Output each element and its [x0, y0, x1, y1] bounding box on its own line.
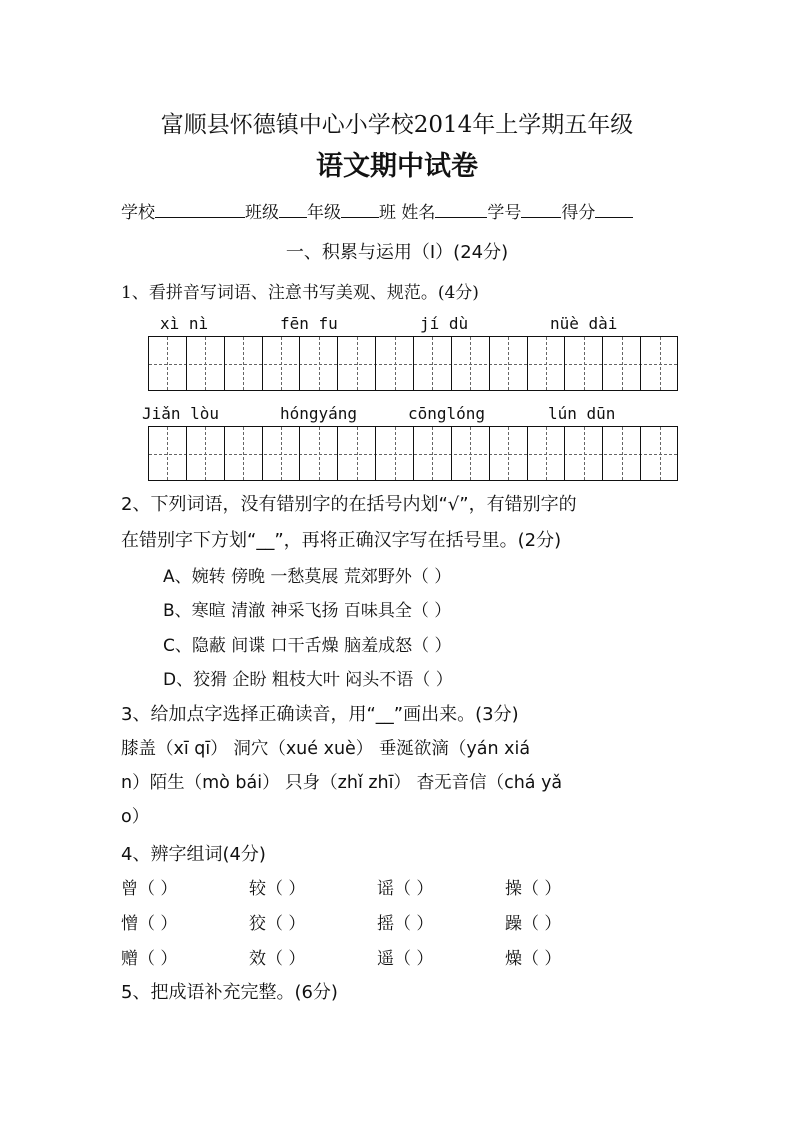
grid-cell[interactable]	[452, 427, 490, 480]
exam-title-line1: 富顺县怀德镇中心小学校2014年上学期五年级	[160, 112, 634, 138]
grid-cell[interactable]	[414, 337, 452, 390]
question-3-prompt: 3、给加点字选择正确读音，用“__”画出来。(3分)	[121, 704, 519, 725]
cell-midline	[432, 337, 433, 390]
grid-cell[interactable]	[187, 427, 225, 480]
pinyin-label: nüè dài	[550, 314, 618, 333]
score-label: 得分	[561, 203, 596, 223]
student-info-line	[121, 198, 633, 223]
grid-cell[interactable]	[528, 427, 566, 480]
cell-midline	[470, 337, 471, 390]
cell-midline	[243, 427, 244, 480]
pinyin-label: fēn fu	[280, 314, 338, 333]
question-2-option-b: B、寒暄 清澈 神采飞扬 百味具全（ ）	[163, 601, 452, 621]
cell-midline	[508, 337, 509, 390]
grid-cell[interactable]	[641, 337, 679, 390]
name-label: 姓名	[401, 203, 436, 223]
section-heading: 一、积累与运用（Ⅰ）(24分)	[285, 242, 509, 263]
grid-cell[interactable]	[149, 427, 187, 480]
cell-midline	[546, 337, 547, 390]
word-group-item: 躁（ ）	[505, 914, 562, 934]
grid-cell[interactable]	[225, 427, 263, 480]
cell-midline	[508, 427, 509, 480]
grid-cell[interactable]	[414, 427, 452, 480]
word-group-item: 曾（ ）	[121, 879, 178, 899]
cell-midline	[319, 427, 320, 480]
grid-cell[interactable]	[490, 427, 528, 480]
class-label: 班	[379, 203, 396, 223]
cell-midline	[470, 427, 471, 480]
cell-midline	[205, 337, 206, 390]
word-group-item: 效（ ）	[249, 949, 306, 969]
school-label: 学校	[121, 203, 155, 223]
cell-midline	[167, 337, 168, 390]
cell-midline	[357, 427, 358, 480]
writing-grid-row-2[interactable]	[148, 426, 678, 481]
grid-cell[interactable]	[149, 337, 187, 390]
pinyin-label: cōnglóng	[408, 404, 486, 423]
pinyin-label: jí dù	[420, 314, 469, 333]
grid-cell[interactable]	[376, 337, 414, 390]
cell-midline	[584, 427, 585, 480]
cell-midline	[584, 337, 585, 390]
word-group-item: 谣（ ）	[377, 879, 434, 899]
question-2-prompt: 在错别字下方划“__”，再将正确汉字写在括号里。(2分)	[121, 530, 562, 551]
question-3-line: n）陌生（mò bái） 只身（zhǐ zhī） 杳无音信（chá yǎ	[121, 773, 563, 793]
cell-midline	[281, 427, 282, 480]
word-group-item: 遥（ ）	[377, 949, 434, 969]
question-2-option-c: C、隐蔽 间谍 口干舌燥 脑羞成怒（ ）	[163, 636, 452, 656]
exam-title-line2: 语文期中试卷	[316, 151, 478, 182]
grid-cell[interactable]	[187, 337, 225, 390]
grid-cell[interactable]	[338, 337, 376, 390]
grade-blank[interactable]	[341, 200, 379, 218]
word-group-item: 燥（ ）	[505, 949, 562, 969]
question-1-prompt: 1、看拼音写词语、注意书写美观、规范。(4分)	[121, 283, 479, 303]
grid-cell[interactable]	[338, 427, 376, 480]
grid-cell[interactable]	[565, 427, 603, 480]
cell-midline	[243, 337, 244, 390]
question-2-prompt: 2、下列词语，没有错别字的在括号内划“√”，有错别字的	[121, 494, 577, 515]
grade-label: 年级	[307, 203, 341, 223]
word-group-item: 赠（ ）	[121, 949, 178, 969]
cell-midline	[357, 337, 358, 390]
cell-midline	[660, 337, 661, 390]
word-group-item: 憎（ ）	[121, 914, 178, 934]
grid-cell[interactable]	[603, 427, 641, 480]
grid-cell[interactable]	[263, 337, 301, 390]
cell-midline	[546, 427, 547, 480]
word-group-item: 较（ ）	[249, 879, 306, 899]
grid-cell[interactable]	[452, 337, 490, 390]
grid-cell[interactable]	[263, 427, 301, 480]
grid-cell[interactable]	[300, 427, 338, 480]
question-2-option-a: A、婉转 傍晚 一愁莫展 荒郊野外（ ）	[163, 567, 452, 587]
class-grade-label: 班级	[245, 203, 279, 223]
question-5-prompt: 5、把成语补充完整。(6分)	[121, 982, 338, 1003]
question-4-prompt: 4、辨字组词(4分)	[121, 844, 266, 865]
grid-cell[interactable]	[603, 337, 641, 390]
school-blank[interactable]	[155, 200, 245, 218]
number-blank[interactable]	[521, 200, 561, 218]
cell-midline	[432, 427, 433, 480]
grid-cell[interactable]	[225, 337, 263, 390]
cell-midline	[167, 427, 168, 480]
cell-midline	[205, 427, 206, 480]
score-blank[interactable]	[595, 200, 633, 218]
pinyin-label: xì nì	[160, 314, 209, 333]
grid-cell[interactable]	[376, 427, 414, 480]
word-group-item: 操（ ）	[505, 879, 562, 899]
question-3-line: o）	[121, 807, 150, 827]
cell-midline	[395, 427, 396, 480]
class-grade-blank[interactable]	[279, 200, 307, 218]
number-label: 学号	[487, 203, 522, 223]
cell-midline	[622, 427, 623, 480]
writing-grid-row-1[interactable]	[148, 336, 678, 391]
pinyin-label: hóngyáng	[280, 404, 358, 423]
cell-midline	[622, 337, 623, 390]
pinyin-label: Jiǎn lòu	[142, 404, 220, 423]
name-blank[interactable]	[435, 200, 487, 218]
cell-midline	[395, 337, 396, 390]
word-group-item: 狡（ ）	[249, 914, 306, 934]
grid-cell[interactable]	[641, 427, 679, 480]
pinyin-label: lún dūn	[548, 404, 616, 423]
cell-midline	[319, 337, 320, 390]
question-3-line: 膝盖（xī qī） 洞穴（xué xuè） 垂涎欲滴（yán xiá	[121, 739, 531, 759]
grid-cell[interactable]	[300, 337, 338, 390]
word-group-item: 摇（ ）	[377, 914, 434, 934]
cell-midline	[281, 337, 282, 390]
grid-cell[interactable]	[490, 337, 528, 390]
grid-cell[interactable]	[528, 337, 566, 390]
cell-midline	[660, 427, 661, 480]
question-2-option-d: D、狡猾 企盼 粗枝大叶 闷头不语（ ）	[163, 670, 453, 690]
grid-cell[interactable]	[565, 337, 603, 390]
